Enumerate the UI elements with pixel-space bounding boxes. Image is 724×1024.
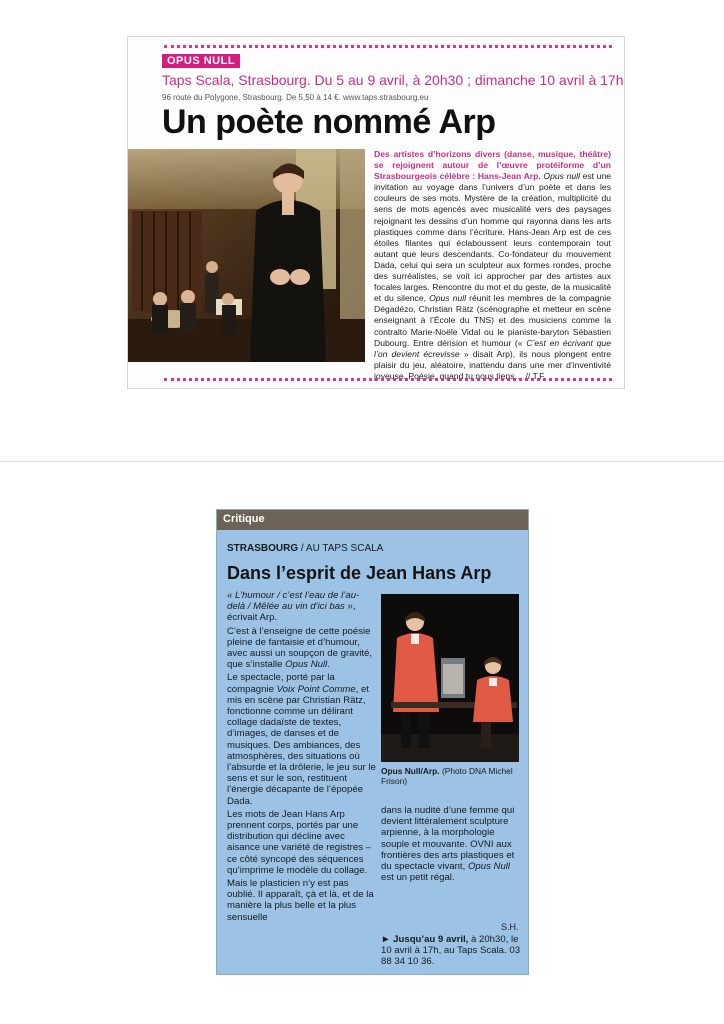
paragraph: [381, 805, 521, 883]
kicker-venue: / AU TAPS SCALA: [298, 543, 384, 554]
article-lead: Des artistes d’horizons divers (danse, musique, théâtre) se rejoignent autour de l’œuvre protéiforme d’un Strasbourgeois célèbre : Hans-Jean Arp.: [374, 149, 611, 182]
text-run: réunit les membres de la compagnie Dégadézo, Christian Rätz (scénographe et metteur en scène enseignant à l’École du TNS) et des musiciens comme la contralto Marie-Noële Vidal ou le pianiste-baryton Sébastien Dubourg. Entre dérision et humour («: [374, 293, 611, 348]
dates-info: à 20h30, le 10 avril à 17h, au Taps Scala. 03 88 34 10 36.: [381, 934, 521, 968]
kicker: [227, 543, 383, 554]
author-signature: S.H.: [501, 922, 519, 932]
text-run: C’est à l’enseigne de cette poésie pleine de fantaisie et d’humour, avec aussi un soupçon de gravité, que s’installe: [227, 625, 373, 671]
column-left: [227, 590, 377, 925]
page-divider: [0, 461, 724, 462]
dates-bold: ► Jusqu’au 9 avril,: [381, 934, 469, 945]
dotted-rule-bottom: [164, 378, 612, 381]
column-right: [381, 805, 521, 885]
practical-info: [381, 934, 521, 968]
text-italic: Opus Null: [467, 861, 511, 873]
stage-photo: [128, 149, 365, 362]
address-line: 96 route du Polygone, Strasbourg. De 5,50 à 14 €. www.taps.strasbourg.eu: [162, 93, 429, 102]
text-run: .: [327, 659, 330, 671]
article-title: Un poète nommé Arp: [162, 103, 496, 141]
photo-caption: [381, 766, 521, 786]
caption-credit: (Photo DNA Michel Frison): [381, 766, 513, 786]
stage-photo: [381, 594, 519, 762]
text-italic: Voix Point Comme: [276, 683, 356, 695]
text-run: , écrivait Arp.: [227, 601, 356, 624]
article-clipping-opus-null: [127, 36, 625, 389]
caption-title: Opus Null/Arp.: [381, 766, 440, 776]
text-run: est une invitation au voyage dans l’univers d’un poète et dans les couleurs de ses mots. Mystère de la création, multiplicité du sens de mots agencés avec musicalité vers des paysages rejoignant les dessins d’un homme qui rayonna dans les arts plastiques comme dans l’écriture. Hans-Jean Arp est de ces étoiles filantes qui éclaboussent leurs contemporain tout autant que leurs descendants. Co-fondateur du mouvement Dada, celui qui sera un sculpteur aux formes rondes, proche des surréalistes, se voit ici approcher par des artistes aux focales larges. Rencontre du mot et du geste, de la musicalité et du silence,: [374, 171, 612, 304]
text-italic: Opus null: [543, 171, 580, 182]
text-italic: C’est en écrivant que l’on devient écrevisse: [374, 337, 611, 359]
paragraph: Mais le plasticien n’y est pas oublié. Il apparaît, çà et là, et de la manière la plus belle et la plus sensuelle: [227, 878, 374, 923]
venue-line: Taps Scala, Strasbourg. Du 5 au 9 avril, à 20h30 ; dimanche 10 avril à 17h: [162, 72, 624, 88]
quote: « L’humour / c’est l’eau de l’au-delà / Mêlée au vin d’ici bas »: [227, 590, 360, 613]
article-title: Dans l’esprit de Jean Hans Arp: [227, 563, 492, 583]
text-italic: Opus Null: [285, 659, 328, 671]
text-run: est un petit régal.: [381, 872, 455, 884]
paragraph: [227, 672, 377, 806]
text-run: dans la nudité d’une femme qui devient littéralement sculpture arpienne, à la morphologie souple et mouvante. OVNI aux frontières des arts plastiques et du spectacle vivant,: [381, 805, 515, 873]
paragraph: [227, 626, 377, 671]
kicker-city: STRASBOURG: [227, 543, 299, 554]
text-run: , et mis en scène par Christian Rätz, fonctionne comme un délirant collage dadaïste de textes, d’images, de danses et de musiques. Des ambiances, des atmosphères, des situations où l’absurde et la drôlerie, le jeu sur le sens et sur le son, restituent l’énergie décapante de l’épopée Dada.: [227, 683, 376, 807]
section-label: Critique: [223, 513, 265, 525]
paragraph: Les mots de Jean Hans Arp prennent corps, portés par une distribution qui décline avec aisance une variété de registres – ce côté syncopé des séquences qu’imprime le modèle du collage.: [227, 808, 371, 876]
section-bar: [217, 510, 528, 530]
paragraph: [227, 590, 377, 624]
text-run: Le spectacle, porté par la compagnie: [227, 672, 335, 695]
text-run: » disait Arp), ils nous plongent entre plaisir du jeu, aléatoire, inattendu dans une mer d’inventivité joyeuse. Poésie, quand tu nous tiens… // T.F.: [374, 348, 612, 381]
article-clipping-critique: [216, 509, 529, 975]
text-italic: Opus null: [429, 293, 467, 304]
article-body: [374, 149, 611, 382]
section-tag: OPUS NULL: [162, 54, 240, 68]
dotted-rule-top: [164, 45, 612, 48]
